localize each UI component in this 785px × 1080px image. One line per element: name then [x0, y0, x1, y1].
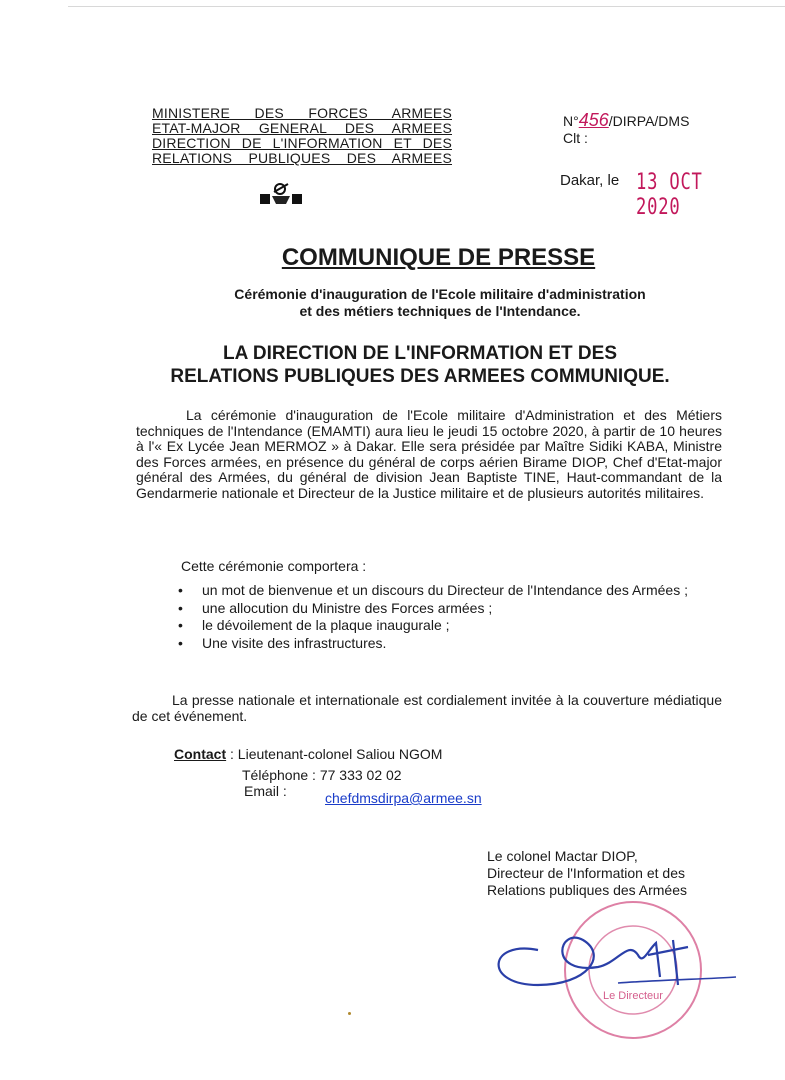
- page-edge: [68, 6, 785, 7]
- announcement-heading-line: LA DIRECTION DE L'INFORMATION ET DES: [222, 343, 617, 364]
- letterhead-line: DIRECTION DE L'INFORMATION ET DES: [152, 135, 452, 151]
- letterhead-line: RELATIONS PUBLIQUES DES ARMEES: [152, 150, 452, 166]
- subtitle-line: Cérémonie d'inauguration de l'Ecole militaire d'administration: [234, 286, 646, 302]
- announcement-heading-line: RELATIONS PUBLIQUES DES ARMEES COMMUNIQUE.: [170, 366, 670, 387]
- stamp-text: Le Directeur: [603, 990, 663, 1002]
- program-list: [178, 583, 722, 653]
- list-item: [178, 583, 722, 599]
- reference-prefix: N°: [563, 113, 579, 129]
- emblem-icon: [258, 182, 304, 208]
- signatory-block: [487, 848, 687, 899]
- list-item-text: le dévoilement de la plaque inaugurale ;: [202, 617, 450, 633]
- subtitle: [160, 286, 720, 320]
- list-item: [178, 618, 722, 634]
- paragraph-press: La presse nationale et internationale est cordialement invitée à la couverture médiatique de cet événement.: [132, 692, 722, 724]
- signatory-line: Le colonel Mactar DIOP,: [487, 848, 638, 864]
- contact-email-link[interactable]: chefdmsdirpa@armee.sn: [325, 790, 482, 806]
- list-item-text: Une visite des infrastructures.: [202, 634, 387, 651]
- list-item-text: une allocution du Ministre des Forces armées ;: [202, 599, 493, 616]
- list-item: [178, 636, 722, 652]
- date-stamp: 13 OCT 2020: [636, 170, 703, 220]
- bullet-icon: •: [178, 617, 183, 633]
- contact-label: Contact: [174, 746, 227, 762]
- page-title: [0, 244, 785, 272]
- list-item-text: un mot de bienvenue et un discours du Directeur de l'Intendance des Armées ;: [202, 582, 688, 598]
- speck: [348, 1012, 351, 1015]
- signatory-line: Relations publiques des Armées: [487, 882, 688, 898]
- announcement-heading: [140, 342, 700, 388]
- bullet-icon: •: [178, 599, 183, 616]
- letterhead: [152, 106, 452, 166]
- date-place: Dakar, le: [560, 172, 620, 189]
- contact-name: Lieutenant-colonel Saliou NGOM: [237, 746, 443, 762]
- letterhead-line: ETAT-MAJOR GENERAL DES ARMEES: [152, 120, 452, 136]
- contact-line: Contact : Lieutenant-colonel Saliou NGOM: [174, 746, 443, 762]
- program-intro: Cette cérémonie comportera :: [181, 558, 367, 574]
- official-stamp-and-signature: [478, 895, 748, 1045]
- signatory-line: Directeur de l'Information et des: [487, 865, 685, 881]
- bullet-icon: •: [178, 634, 183, 651]
- reference-block: [563, 112, 689, 147]
- bullet-icon: •: [178, 582, 183, 598]
- reference-suffix: /DIRPA/DMS: [608, 113, 690, 129]
- reference-clt: Clt :: [563, 130, 588, 146]
- contact-phone: Téléphone : 77 333 02 02: [242, 767, 402, 783]
- reference-number: 456: [578, 110, 609, 130]
- letterhead-line: MINISTERE DES FORCES ARMEES: [152, 105, 452, 121]
- page-title-text: COMMUNIQUE DE PRESSE: [281, 244, 596, 271]
- contact-email-label: Email :: [244, 783, 287, 799]
- subtitle-line: et des métiers techniques de l'Intendance.: [299, 303, 581, 319]
- list-item: [178, 601, 722, 617]
- paragraph-ceremony: La cérémonie d'inauguration de l'Ecole militaire d'Administration et des Métiers techniques de l'Intendance (EMAMTI) aura lieu le jeudi 15 octobre 2020, à partir de 10 heures à l'« Ex Lycée Jean MERMOZ » à Dakar. Elle sera présidée par Maître Sidiki KABA, Ministre des Forces armées, en présence du général de corps aérien Birame DIOP, Chef d'Etat-major général des Armées, du général de division Jean Baptiste TINE, Haut-commandant de la Gendarmerie nationale et Directeur de la Justice militaire et de plusieurs autorités militaires.: [136, 407, 722, 501]
